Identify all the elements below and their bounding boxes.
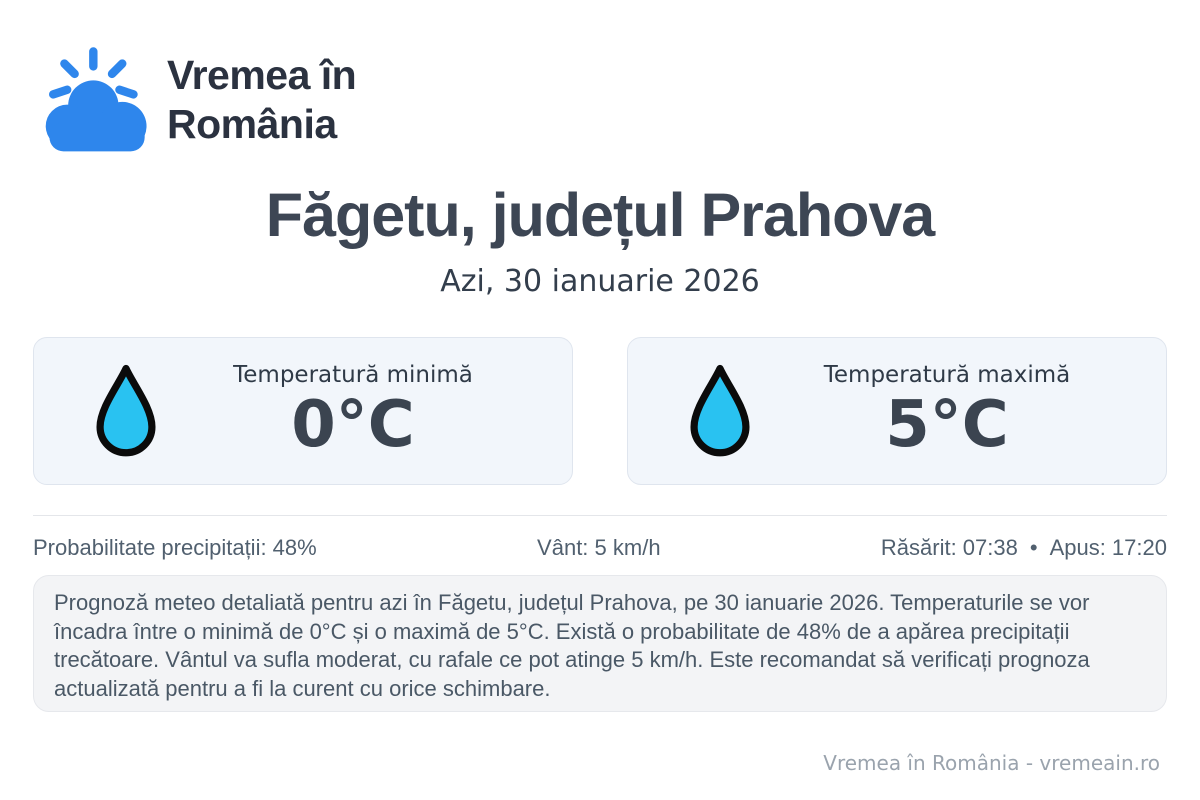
stat-sunset: Apus: 17:20: [1049, 535, 1167, 560]
page-title: Făgetu, județul Prahova: [265, 181, 935, 249]
temp-min-label: Temperatură minimă: [233, 362, 473, 388]
water-drop-icon: [90, 351, 162, 471]
logo-line1: Vremea în: [167, 52, 357, 98]
stats-row: [33, 535, 1167, 561]
temp-min-text: [162, 362, 572, 460]
temp-min-card: [33, 337, 573, 485]
logo-line2: România: [167, 101, 337, 147]
temperature-cards: [33, 337, 1167, 485]
temp-max-label: Temperatură maximă: [823, 362, 1071, 388]
water-drop-icon: [684, 351, 756, 471]
logo: [39, 0, 1167, 156]
temp-max-value: 5°C: [885, 388, 1009, 462]
footer-credit: Vremea în România - vremeain.ro: [823, 751, 1160, 775]
divider: [33, 515, 1167, 516]
temp-max-text: [756, 362, 1166, 460]
stat-sunrise: Răsărit: 07:38: [880, 535, 1018, 560]
stat-sun-times: [881, 535, 1167, 561]
bullet-separator: •: [1029, 535, 1038, 560]
forecast-box: [33, 575, 1167, 712]
stat-precipitation: Probabilitate precipitații: 48%: [33, 535, 317, 560]
stat-wind: Vânt: 5 km/h: [537, 535, 661, 560]
logo-text: [167, 51, 356, 149]
forecast-text: Prognoză meteo detaliată pentru azi în Făgetu, județul Prahova, pe 30 ianuarie 2026. Temperaturile se vor încadra între o minimă de 0°C și o maximă de 5°C. Există o probabilitate de 48% de a apărea precipitații trecătoare. Vântul va sufla moderat, cu rafale ce pot atinge 5 km/h. Este recomandat să verificați prognoza actualizată pentru a fi la curent cu orice schimbare.: [54, 590, 1090, 701]
sun-behind-cloud-icon: [39, 44, 157, 156]
temp-min-value: 0°C: [291, 388, 415, 462]
date-subtitle: Azi, 30 ianuarie 2026: [440, 264, 760, 299]
temp-max-card: [627, 337, 1167, 485]
